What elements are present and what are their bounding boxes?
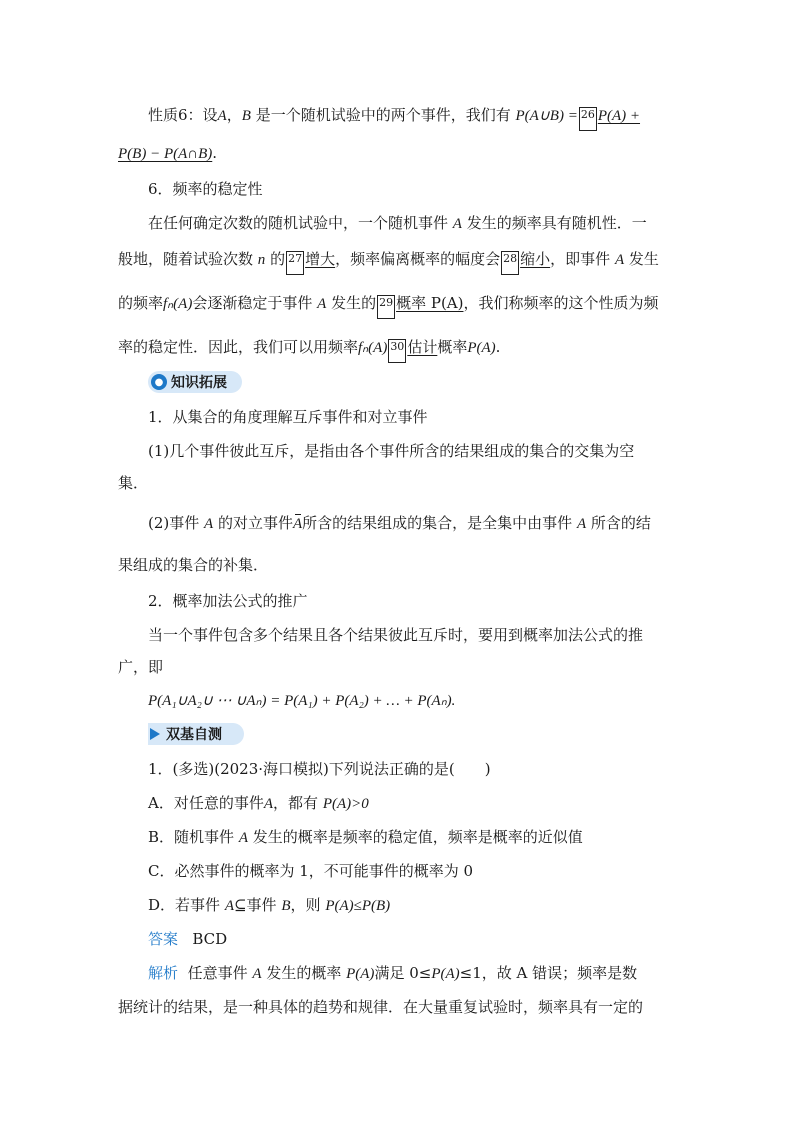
blank-number-27: 27	[286, 251, 304, 275]
var-a: A	[238, 830, 248, 846]
blank-number-26: 26	[579, 107, 597, 131]
var-a: A	[224, 898, 234, 914]
answer-29: 概率 P(A)	[396, 294, 464, 312]
text: 概率	[437, 338, 468, 356]
var-a: A	[204, 516, 214, 532]
section-6-p2	[118, 248, 678, 275]
explanation-label: 解析	[148, 964, 179, 982]
answer-27: 增大	[305, 250, 336, 268]
blank-number-28: 28	[501, 251, 519, 275]
text: 发生	[628, 250, 659, 268]
option-d	[148, 894, 678, 917]
var-a: A	[452, 216, 462, 232]
answer-26a: P(A) +	[597, 108, 641, 124]
var-a: A	[252, 966, 262, 982]
property-6-line2	[118, 142, 678, 165]
question-1: 1．(多选)(2023·海口模拟)下列说法正确的是( )	[148, 760, 491, 778]
text: 的频率	[118, 294, 164, 312]
text: 任意事件	[187, 964, 248, 982]
var-b: B	[241, 108, 251, 124]
var-pa: P(A)	[467, 340, 496, 356]
text: 发生的频率具有随机性．一	[466, 214, 647, 232]
answer-28: 缩小	[520, 250, 551, 268]
text: 是一个随机试验中的两个事件，我们有	[255, 106, 511, 124]
explanation-line1	[148, 962, 678, 985]
text: ，都有	[273, 794, 319, 812]
knowledge-heading-1: 1．从集合的角度理解互斥事件和对立事件	[148, 408, 428, 426]
knowledge-item-1a: (1)几个事件彼此互斥，是指由各个事件所含的结果组成的集合的交集为空	[148, 442, 635, 460]
answer-line	[148, 928, 678, 950]
var-fna: fₙ(A)	[163, 296, 193, 312]
var-fna: fₙ(A)	[358, 340, 388, 356]
option-b	[148, 826, 678, 849]
knowledge-para-2: 广，即	[118, 658, 164, 676]
text: D．若事件	[148, 896, 221, 914]
var-b: B	[281, 898, 291, 914]
knowledge-item-2a	[148, 512, 678, 535]
formula: P(A∪B) =	[515, 108, 578, 124]
knowledge-item-1b: 集．	[118, 474, 149, 492]
text: 性质6：设	[148, 106, 218, 124]
formula: P(A)≤P(B)	[325, 898, 391, 914]
text: 发生的概率	[266, 964, 342, 982]
badge-label: 双基自测	[166, 727, 222, 743]
blank-number-30: 30	[388, 339, 406, 363]
knowledge-extension-badge	[148, 371, 242, 393]
var-a: A	[614, 252, 625, 268]
text: 满足 0≤	[374, 964, 432, 982]
text: 所含的结	[590, 514, 651, 532]
section-6-title: 6．频率的稳定性	[148, 180, 263, 198]
text: .	[212, 144, 218, 162]
text: ，	[226, 106, 242, 124]
knowledge-item-2b: 果组成的集合的补集．	[118, 556, 269, 574]
text: B．随机事件	[148, 828, 235, 846]
badge-label: 知识拓展	[171, 375, 227, 391]
self-test-badge	[148, 723, 244, 745]
knowledge-heading-2: 2．概率加法公式的推广	[148, 592, 308, 610]
knowledge-para-1: 当一个事件包含多个结果且各个结果彼此互斥时，要用到概率加法公式的推	[148, 626, 644, 644]
var-a: A	[217, 108, 227, 124]
text: ，即事件	[550, 250, 611, 268]
text: 般地，随着试验次数	[118, 250, 254, 268]
text: 的	[270, 250, 286, 268]
text: 会逐渐稳定于事件	[192, 294, 313, 312]
formula: P(A)	[346, 966, 375, 982]
text: 发生的	[331, 294, 377, 312]
answer-26b: P(B) − P(A∩B)	[118, 146, 213, 162]
var-a-complement: A	[293, 513, 302, 535]
text: ，则	[290, 896, 321, 914]
text: 的对立事件	[217, 514, 293, 532]
answer-30: 估计	[407, 338, 438, 356]
var-pa: P(A)	[431, 966, 460, 982]
addition-formula: P(A₁∪A₂∪ ⋯ ∪Aₙ) = P(A₁) + P(A₂) + … + P(Aₙ).	[148, 693, 456, 709]
text: 发生的概率是频率的稳定值，频率是概率的近似值	[252, 828, 583, 846]
property-6-line1	[148, 104, 678, 131]
text: ，频率偏离概率的幅度会	[335, 250, 501, 268]
var-n: n	[257, 252, 266, 268]
text: ，我们称频率的这个性质为频	[463, 294, 659, 312]
formula: P(A)>0	[322, 796, 369, 812]
section-6-p4	[118, 336, 678, 363]
var-a: A	[576, 516, 587, 532]
answer-value: BCD	[192, 930, 228, 948]
arrow-icon	[150, 728, 160, 740]
text: (2)事件	[148, 514, 200, 532]
text: .	[495, 338, 501, 356]
var-a: A	[263, 796, 274, 812]
option-c: C．必然事件的概率为 1，不可能事件的概率为 0	[148, 862, 474, 880]
text: 在任何确定次数的随机试验中，一个随机事件	[148, 214, 449, 232]
text: ≤1，故 A 错误；频率是数	[459, 964, 638, 982]
var-a: A	[317, 296, 327, 312]
text: A．对任意的事件	[148, 794, 264, 812]
blank-number-29: 29	[377, 295, 395, 319]
option-a	[148, 792, 678, 815]
section-6-p3	[118, 292, 678, 319]
text: ⊆事件	[233, 896, 277, 914]
text: 率的稳定性．因此，我们可以用频率	[118, 338, 359, 356]
text: 所含的结果组成的集合，是全集中由事件	[302, 514, 573, 532]
section-6-p1	[148, 212, 678, 235]
explanation-line2: 据统计的结果，是一种具体的趋势和规律．在大量重复试验时，频率具有一定的	[118, 998, 644, 1016]
answer-label: 答案	[148, 930, 179, 948]
bullet-icon: ●	[151, 374, 167, 390]
